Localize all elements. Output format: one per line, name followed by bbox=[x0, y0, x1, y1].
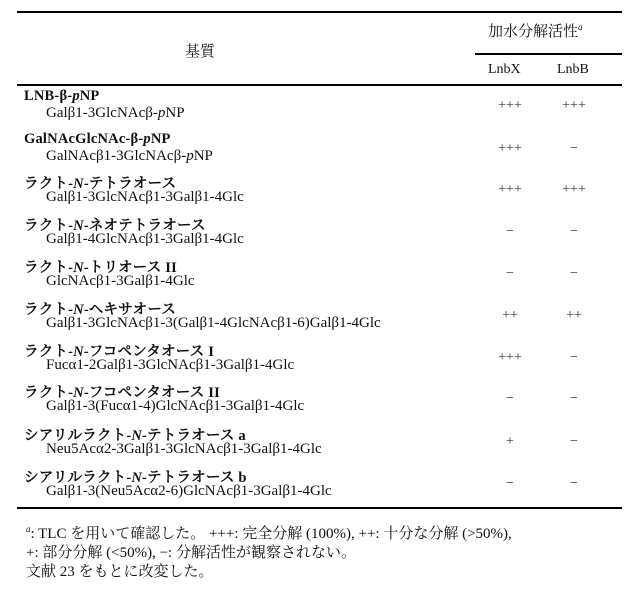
footnote-line-3: 文献 23 をもとに改変した。 bbox=[26, 564, 214, 580]
footnote-mark: a bbox=[578, 22, 583, 32]
lnbb-activity: − bbox=[570, 434, 578, 449]
table-bottom-rule bbox=[17, 507, 622, 509]
substrate-formula: Neu5Acα2-3Galβ1-3GlcNAcβ1-3Galβ1-4Glc bbox=[46, 441, 322, 457]
substrate-name: ラクト-N-ヘキサオース bbox=[24, 302, 177, 318]
substrate-name: ラクト-N-テトラオース bbox=[24, 176, 177, 192]
lnbb-activity: − bbox=[570, 476, 578, 491]
lnbx-activity: − bbox=[506, 391, 514, 406]
substrate-formula: Galβ1-4GlcNAcβ1-3Galβ1-4Glc bbox=[46, 231, 244, 247]
activity-header bbox=[488, 20, 583, 41]
lnbb-activity: − bbox=[570, 266, 578, 281]
substrate-name: ラクト-N-フコペンタオース I bbox=[24, 344, 215, 360]
substrate-formula: Fucα1-2Galβ1-3GlcNAcβ1-3Galβ1-4Glc bbox=[46, 357, 295, 373]
column-header-lnbb: LnbB bbox=[557, 62, 589, 77]
table-row bbox=[24, 340, 622, 380]
table-row bbox=[24, 172, 622, 212]
substrate-formula: Galβ1-3GlcNAcβ1-3Galβ1-4Glc bbox=[46, 189, 244, 205]
lnbb-activity: − bbox=[570, 350, 578, 365]
lnbx-activity: +++ bbox=[498, 350, 522, 365]
footnote-line-2: +: 部分分解 (<50%), −: 分解活性が観察されない。 bbox=[26, 545, 356, 561]
lnbb-activity: +++ bbox=[562, 182, 586, 197]
footnote-line-1 bbox=[26, 522, 512, 543]
substrate-header: 基質 bbox=[185, 44, 216, 60]
substrate-name: ラクト-N-トリオース II bbox=[24, 260, 177, 276]
table-row bbox=[24, 424, 622, 464]
lnbx-activity: + bbox=[506, 434, 514, 449]
lnbx-activity: − bbox=[506, 266, 514, 281]
substrate-name: シアリルラクト-N-テトラオース b bbox=[24, 470, 247, 486]
lnbb-activity: − bbox=[570, 141, 578, 156]
substrate-name: ラクト-N-フコペンタオース II bbox=[24, 385, 220, 401]
table-top-rule bbox=[17, 11, 622, 13]
table-row bbox=[24, 88, 622, 128]
substrate-formula: Galβ1-3(Fucα1-4)GlcNAcβ1-3Galβ1-4Glc bbox=[46, 398, 305, 414]
substrate-name: LNB-β-pNP bbox=[24, 88, 100, 104]
substrate-formula: Galβ1-3GlcNAcβ1-3(Galβ1-4GlcNAcβ1-6)Galβ1-4Glc bbox=[46, 315, 381, 331]
footnote-mark: a bbox=[26, 524, 31, 534]
lnbx-activity: − bbox=[506, 476, 514, 491]
column-header-lnbx: LnbX bbox=[488, 62, 521, 77]
substrate-name: シアリルラクト-N-テトラオース a bbox=[24, 428, 246, 444]
table-row bbox=[24, 381, 622, 421]
lnbx-activity: +++ bbox=[498, 141, 522, 156]
footnote-text-1: : TLC を用いて確認した。 +++: 完全分解 (100%), ++: 十分な分解 (>50%), bbox=[30, 526, 512, 542]
table-row bbox=[24, 256, 622, 296]
table-row bbox=[24, 298, 622, 338]
lnbb-activity: ++ bbox=[566, 308, 582, 323]
substrate-formula: Galβ1-3GlcNAcβ-pNP bbox=[46, 105, 185, 121]
substrate-formula: Galβ1-3(Neu5Acα2-6)GlcNAcβ1-3Galβ1-4Glc bbox=[46, 483, 332, 499]
lnbb-activity: − bbox=[570, 391, 578, 406]
lnbx-activity: +++ bbox=[498, 182, 522, 197]
activity-subheader-rule bbox=[475, 53, 622, 55]
lnbx-activity: − bbox=[506, 224, 514, 239]
activity-header-label: 加水分解活性 bbox=[488, 24, 579, 40]
substrate-formula: GalNAcβ1-3GlcNAcβ-pNP bbox=[46, 148, 213, 164]
substrate-name: ラクト-N-ネオテトラオース bbox=[24, 218, 206, 234]
table-row bbox=[24, 466, 622, 506]
table-row bbox=[24, 131, 622, 171]
substrate-formula: GlcNAcβ1-3Galβ1-4Glc bbox=[46, 273, 195, 289]
lnbx-activity: ++ bbox=[502, 308, 518, 323]
lnbb-activity: +++ bbox=[562, 98, 586, 113]
substrate-name: GalNAcGlcNAc-β-pNP bbox=[24, 131, 171, 147]
lnbb-activity: − bbox=[570, 224, 578, 239]
lnbx-activity: +++ bbox=[498, 98, 522, 113]
table-row bbox=[24, 214, 622, 254]
header-bottom-rule bbox=[17, 84, 622, 86]
